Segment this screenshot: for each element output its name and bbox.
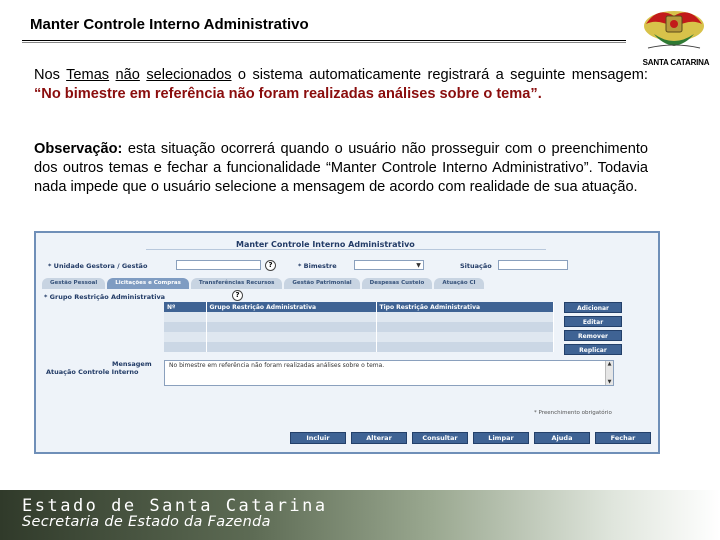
remover-button[interactable]: Remover <box>564 330 622 341</box>
col-numero: Nº <box>164 302 206 312</box>
form-title-divider <box>146 249 546 250</box>
default-message-quote: “No bimestre em referência não foram realizadas análises sobre o tema”. <box>34 86 542 102</box>
text-run: o sistema automaticamente registrará a seguinte mensagem: <box>231 67 648 83</box>
tab-licitacoes-compras[interactable]: Licitações e Compras <box>107 278 189 289</box>
action-button-bar <box>290 432 651 444</box>
unidade-gestora-input[interactable] <box>176 260 261 270</box>
grupo-help-icon[interactable]: ? <box>232 290 243 301</box>
mensagem-label: Mensagem <box>112 360 152 368</box>
mensagem-text: No bimestre em referência não foram realizadas análises sobre o tema. <box>169 362 385 369</box>
intro-paragraph <box>34 66 648 104</box>
situacao-field[interactable] <box>498 260 568 270</box>
form-title: Manter Controle Interno Administrativo <box>236 240 415 249</box>
editar-button[interactable]: Editar <box>564 316 622 327</box>
tab-gestao-pessoal[interactable]: Gestão Pessoal <box>42 278 105 289</box>
tab-despesas-custeio[interactable]: Despesas Custeio <box>362 278 433 289</box>
bimestre-label: * Bimestre <box>298 262 337 270</box>
grupo-restricao-label: * Grupo Restrição Administrativa <box>44 293 166 301</box>
tab-gestao-patrimonial[interactable]: Gestão Patrimonial <box>284 278 359 289</box>
alterar-button[interactable]: Alterar <box>351 432 407 444</box>
underlined-word-selecionados: selecionados <box>146 67 232 83</box>
table-row[interactable] <box>164 322 554 332</box>
chevron-down-icon: ▼ <box>416 262 421 269</box>
mensagem-scrollbar[interactable] <box>605 361 613 385</box>
consultar-button[interactable]: Consultar <box>412 432 468 444</box>
incluir-button[interactable]: Incluir <box>290 432 346 444</box>
form-screenshot <box>34 231 660 454</box>
fechar-button[interactable]: Fechar <box>595 432 651 444</box>
adicionar-button[interactable]: Adicionar <box>564 302 622 313</box>
replicar-button[interactable]: Replicar <box>564 344 622 355</box>
mensagem-textarea[interactable] <box>164 360 614 386</box>
underlined-word-temas: Temas <box>66 67 110 83</box>
observation-text: esta situação ocorrerá quando o usuário não prosseguir com o preenchimento dos outros temas e fechar a funcionalidade “Manter Controle Interno Administrativo”. Todavia nada impede que o usuário selecione a mensagem de acordo com realidade de sua atuação. <box>34 141 648 195</box>
underlined-word-nao: não <box>115 67 140 83</box>
ajuda-button[interactable]: Ajuda <box>534 432 590 444</box>
situacao-label: Situação <box>460 262 492 270</box>
slide-title: Manter Controle Interno Administrativo <box>30 16 309 33</box>
bimestre-select[interactable] <box>354 260 424 270</box>
unidade-gestora-label: * Unidade Gestora / Gestão <box>48 262 148 270</box>
limpar-button[interactable]: Limpar <box>473 432 529 444</box>
unidade-help-icon[interactable]: ? <box>265 260 276 271</box>
tab-atuacao-ci[interactable]: Atuação CI <box>434 278 483 289</box>
logo-caption: SANTA CATARINA <box>642 58 710 67</box>
title-divider <box>22 40 626 41</box>
tab-transferencias-recursos[interactable]: Transferências Recursos <box>191 278 282 289</box>
table-row[interactable] <box>164 312 554 322</box>
restricao-table <box>164 302 554 352</box>
col-grupo-restricao: Grupo Restrição Administrativa <box>206 302 376 312</box>
footer-state-name: Estado de Santa Catarina <box>22 496 328 516</box>
observation-label: Observação: <box>34 141 123 157</box>
table-row[interactable] <box>164 332 554 342</box>
footer-secretariat-name: Secretaria de Estado da Fazenda <box>22 514 271 530</box>
required-field-note: * Preenchimento obrigatório <box>534 410 612 416</box>
atuacao-controle-interno-label: Atuação Controle Interno <box>46 368 139 376</box>
text-run: Nos <box>34 67 67 83</box>
title-divider-shadow <box>22 42 626 43</box>
col-tipo-restricao: Tipo Restrição Administrativa <box>376 302 554 312</box>
table-row[interactable] <box>164 342 554 352</box>
observation-paragraph <box>34 140 648 197</box>
scroll-up-icon[interactable]: ▲ <box>607 361 612 367</box>
scroll-down-icon[interactable]: ▼ <box>607 379 612 385</box>
tema-tabs <box>42 278 484 288</box>
